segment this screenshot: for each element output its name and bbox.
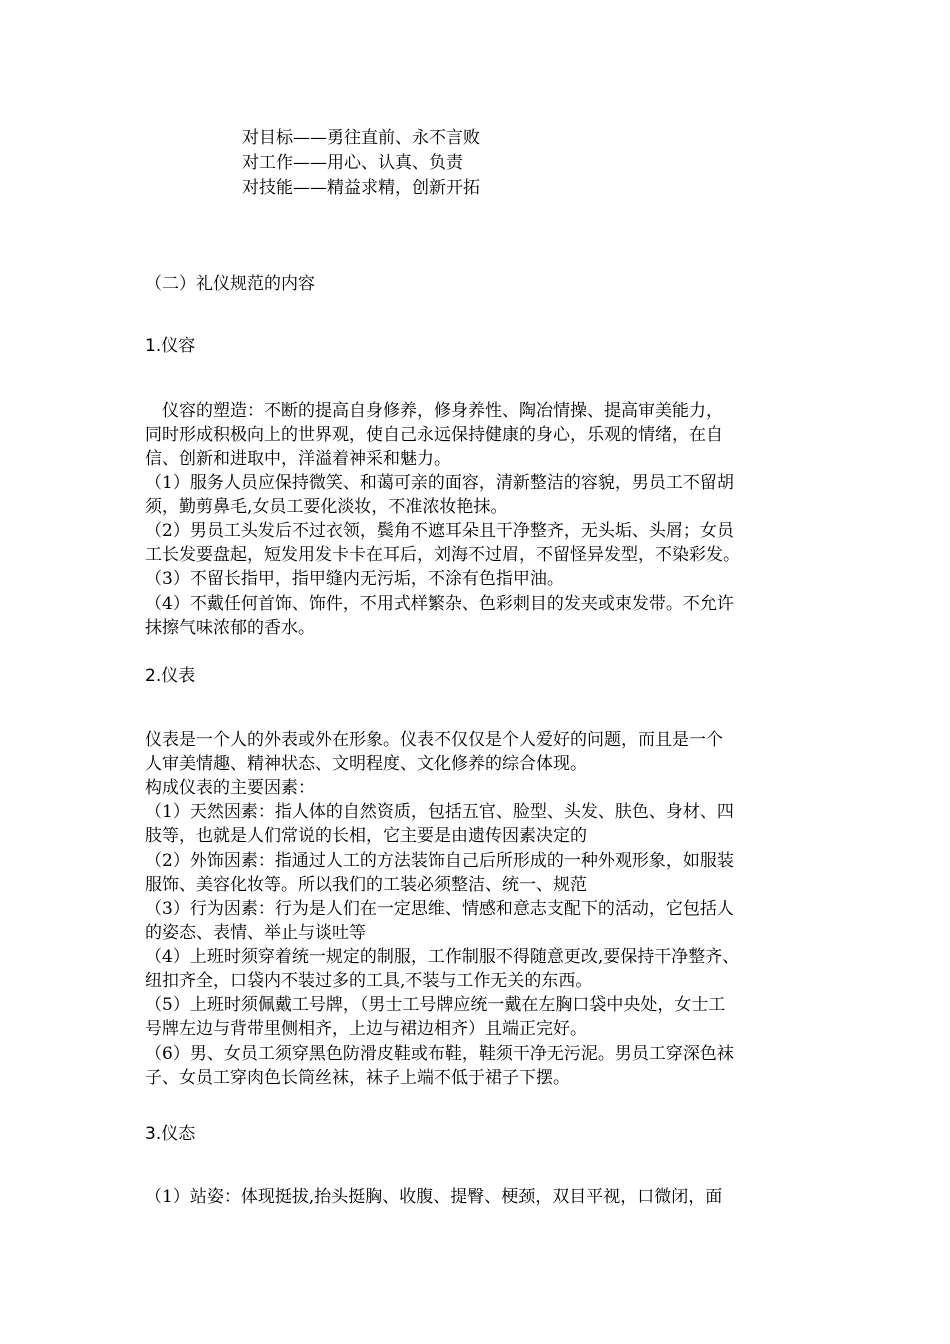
subsection-heading-dress: 2.仪表 — [145, 666, 196, 686]
section-heading: （二）礼仪规范的内容 — [145, 274, 315, 294]
motto-line-2: 对工作——用心、认真、负责 — [242, 153, 463, 173]
paragraph-line: 抹擦气味浓郁的香水。 — [145, 618, 315, 638]
paragraph-line: （1）服务人员应保持微笑、和蔼可亲的面容，清新整洁的容貌，男员工不留胡 — [145, 473, 734, 493]
motto-line-1: 对目标——勇往直前、永不言败 — [242, 128, 480, 148]
paragraph-line: （6）男、女员工须穿黑色防滑皮鞋或布鞋，鞋须干净无污泥。男员工穿深色袜 — [145, 1044, 734, 1064]
paragraph-line: 纽扣齐全，口袋内不装过多的工具,不装与工作无关的东西。 — [145, 971, 593, 991]
paragraph-line: 同时形成积极向上的世界观，使自己永远保持健康的身心，乐观的情绪，在自 — [145, 425, 723, 445]
paragraph-line: 的姿态、表情、举止与谈吐等 — [145, 923, 366, 943]
paragraph-line: （4）不戴任何首饰、饰件，不用式样繁杂、色彩刺目的发夹或束发带。不允许 — [145, 594, 734, 614]
subsection-heading-posture: 3.仪态 — [145, 1124, 196, 1144]
paragraph-line: 构成仪表的主要因素： — [145, 778, 315, 798]
paragraph-line: 仪容的塑造：不断的提高自身修养，修身养性、陶冶情操、提高审美能力， — [145, 401, 723, 421]
motto-line-3: 对技能——精益求精，创新开拓 — [242, 178, 480, 198]
paragraph-line: 工长发要盘起，短发用发卡卡在耳后，刘海不过眉，不留怪异发型，不染彩发。 — [145, 545, 740, 565]
paragraph-line: 号牌左边与背带里侧相齐，上边与裙边相齐）且端正完好。 — [145, 1019, 587, 1039]
subsection-heading-appearance: 1.仪容 — [145, 336, 196, 356]
paragraph-line: （3）不留长指甲，指甲缝内无污垢，不涂有色指甲油。 — [145, 569, 564, 589]
paragraph-line: 须，勤剪鼻毛,女员工要化淡妆，不准浓妆艳抹。 — [145, 497, 508, 517]
paragraph-line: （2）男员工头发后不过衣领，鬓角不遮耳朵且干净整齐，无头垢、头屑；女员 — [145, 521, 734, 541]
paragraph-line: （1）站姿：体现挺拔,抬头挺胸、收腹、提臀、梗颈，双目平视，口微闭，面 — [145, 1187, 723, 1207]
paragraph-line: （1）天然因素：指人体的自然资质，包括五官、脸型、头发、肤色、身材、四 — [145, 802, 734, 822]
paragraph-line: 信、创新和进取中，洋溢着神采和魅力。 — [145, 449, 451, 469]
paragraph-line: （5）上班时须佩戴工号牌，（男士工号牌应统一戴在左胸口袋中央处，女士工 — [145, 995, 726, 1015]
paragraph-line: 服饰、美容化妆等。所以我们的工装必须整洁、统一、规范 — [145, 875, 587, 895]
paragraph-line: （4）上班时须穿着统一规定的制服，工作制服不得随意更改,要保持干净整齐、 — [145, 947, 740, 967]
paragraph-line: 仪表是一个人的外表或外在形象。仪表不仅仅是个人爱好的问题，而且是一个 — [145, 730, 723, 750]
paragraph-line: （3）行为因素：行为是人们在一定思维、情感和意志支配下的活动，它包括人 — [145, 899, 734, 919]
paragraph-line: 人审美情趣、精神状态、文明程度、文化修养的综合体现。 — [145, 754, 587, 774]
paragraph-line: （2）外饰因素：指通过人工的方法装饰自己后所形成的一种外观形象，如服装 — [145, 851, 734, 871]
paragraph-line: 子、女员工穿肉色长筒丝袜，袜子上端不低于裙子下摆。 — [145, 1068, 570, 1088]
paragraph-line: 肢等，也就是人们常说的长相，它主要是由遗传因素决定的 — [145, 826, 587, 846]
